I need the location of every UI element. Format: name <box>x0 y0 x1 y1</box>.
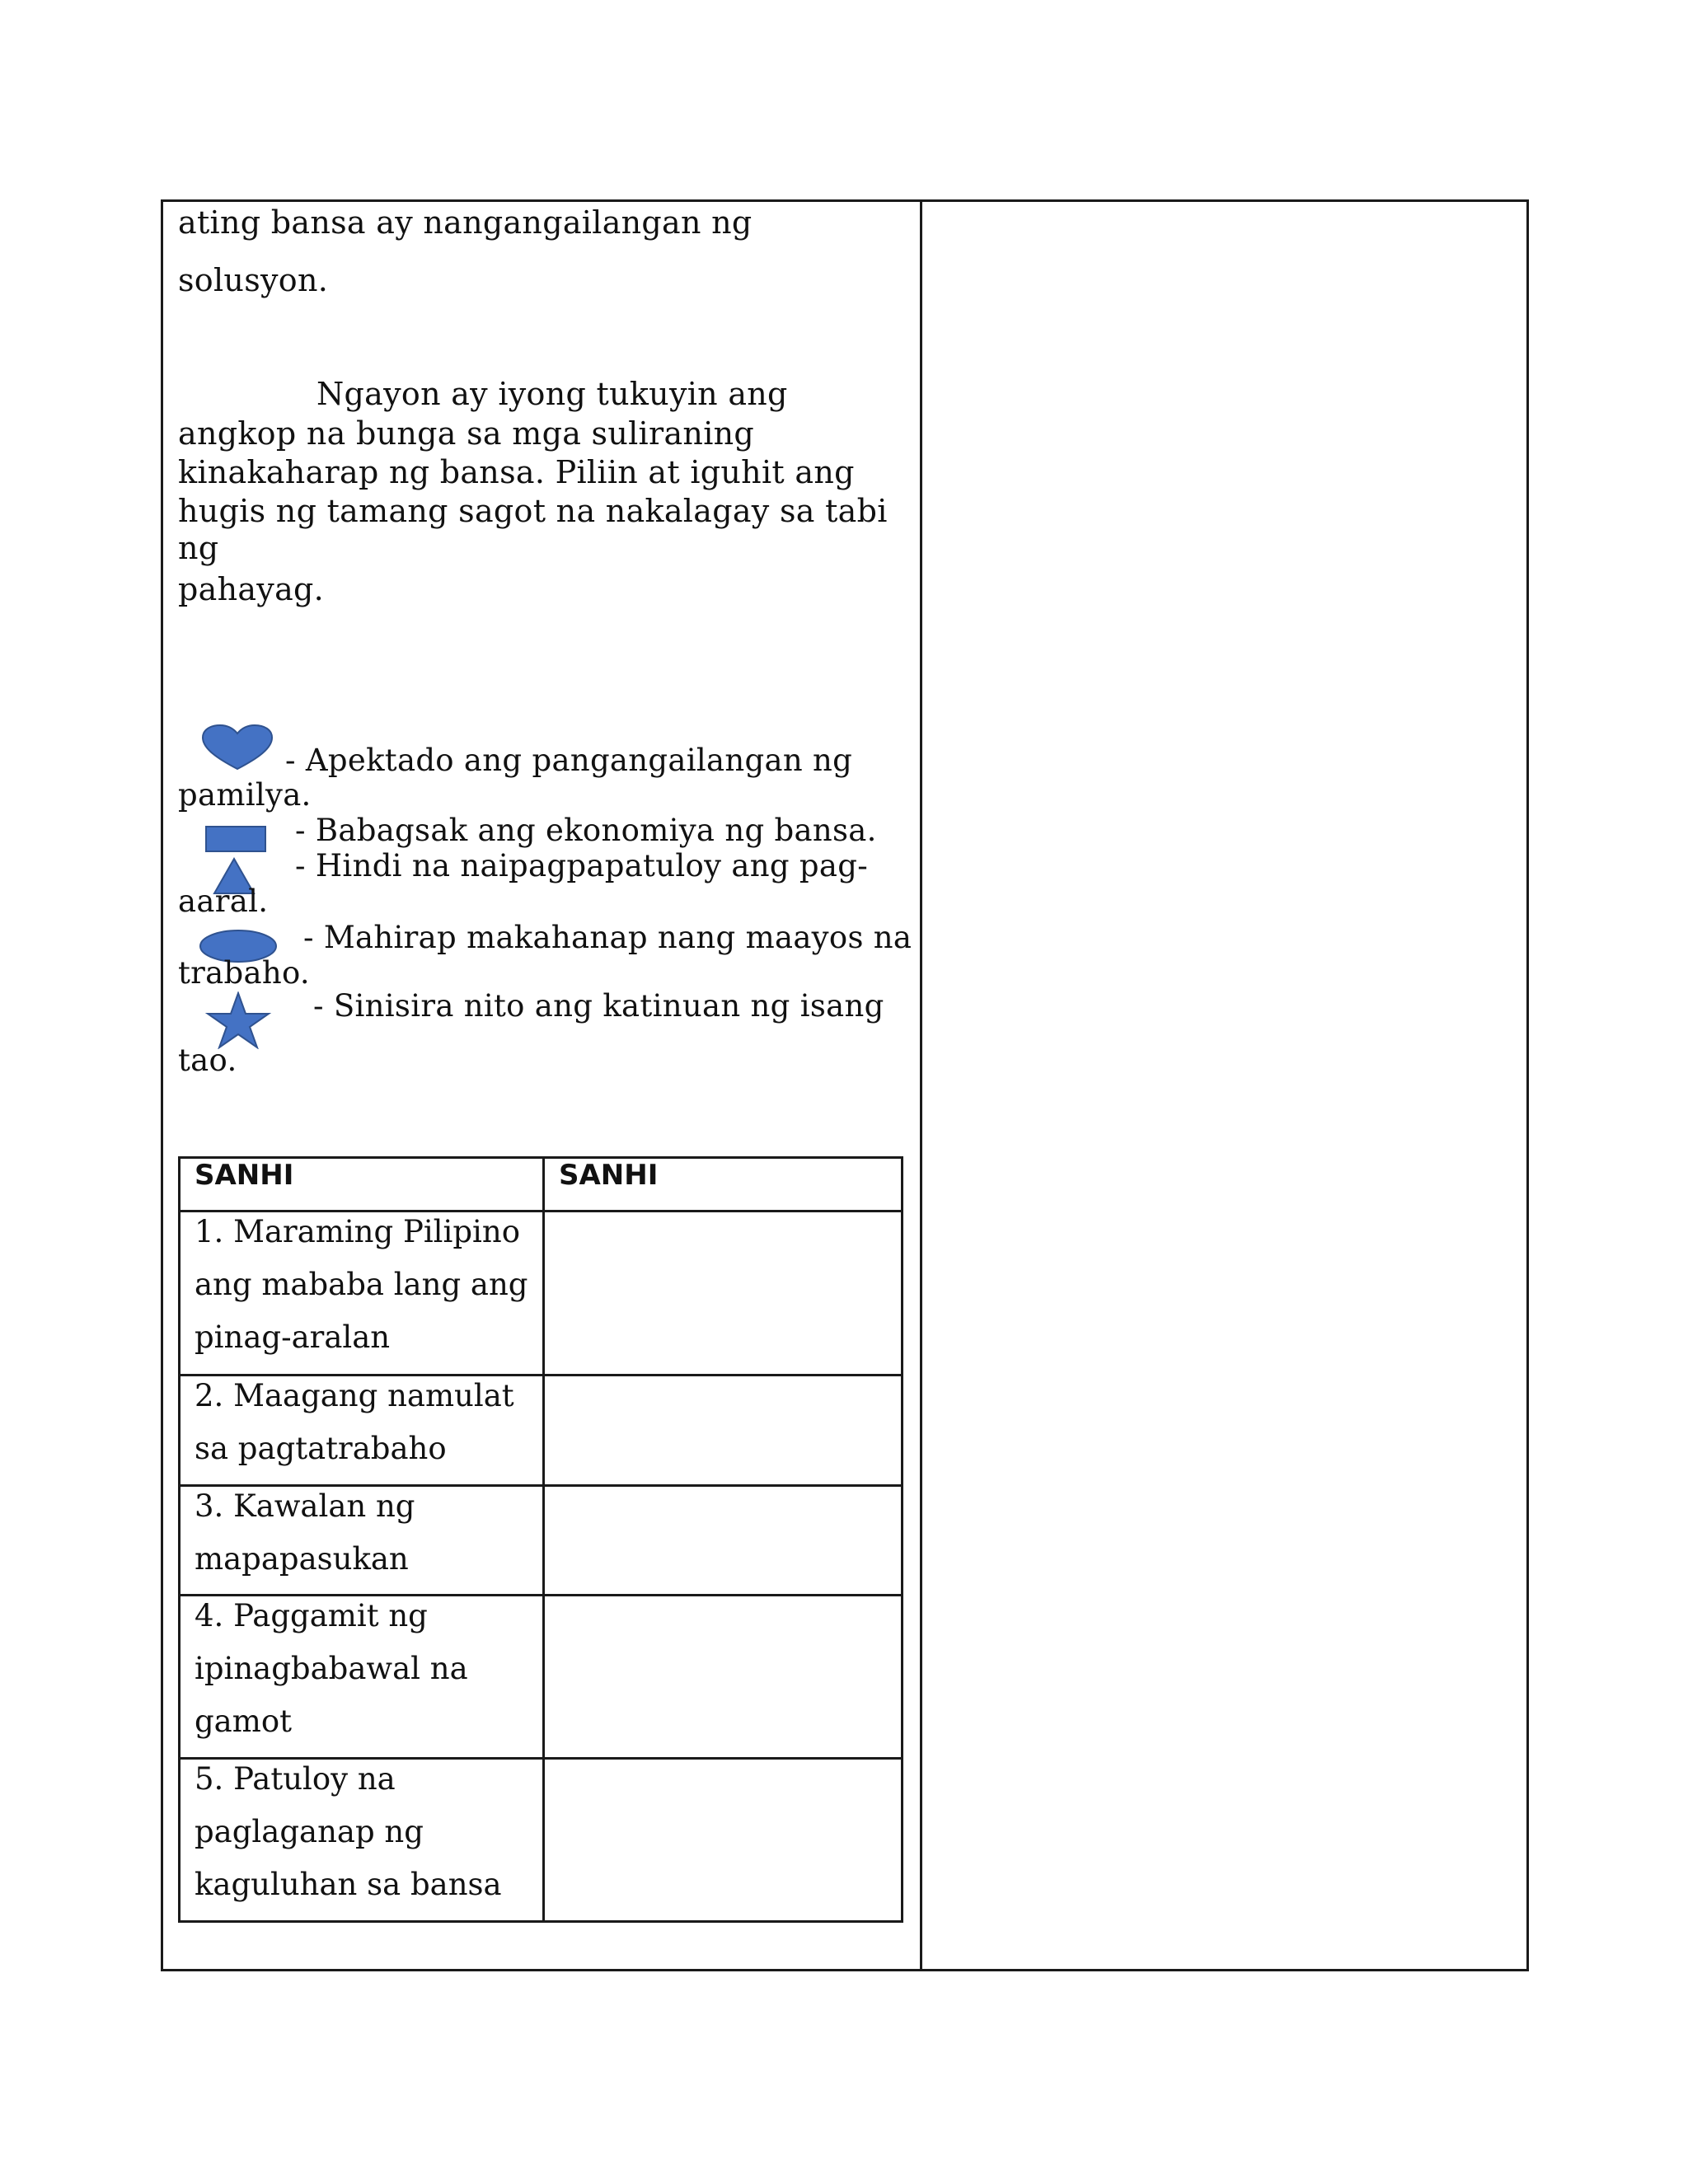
cause-text: 5. Patuloy na paglaganap ng kaguluhan sa bansa <box>195 1761 502 1902</box>
answer-cell[interactable] <box>544 1759 903 1922</box>
table-row <box>180 1486 903 1596</box>
answer-cell[interactable] <box>544 1212 903 1376</box>
answer-cell[interactable] <box>544 1596 903 1759</box>
answer-column-header: SANHI <box>544 1158 903 1212</box>
table-row <box>180 1212 903 1376</box>
legend-rectangle-text: - Babagsak ang ekonomiya ng bansa. <box>295 813 877 848</box>
instruction-line-2: angkop na bunga sa mga suliraning <box>178 415 755 452</box>
table-row <box>180 1596 903 1759</box>
legend-oval-text: - Mahirap makahanap nang maayos na <box>303 920 912 955</box>
cause-text: 3. Kawalan ng mapapasukan <box>195 1488 415 1577</box>
answer-cell[interactable] <box>544 1376 903 1486</box>
legend-heart-text: - Apektado ang pangangailangan ng <box>285 743 853 778</box>
cause-text: 2. Maagang namulat sa pagtatrabaho <box>195 1378 514 1466</box>
rectangle-icon <box>204 825 267 853</box>
instruction-line-1: Ngayon ay iyong tukuyin ang <box>316 376 788 412</box>
cause-table <box>178 1156 903 1923</box>
answer-cell[interactable] <box>544 1486 903 1596</box>
intro-line-2: solusyon. <box>178 262 329 298</box>
legend-triangle-text-cont: aaral. <box>178 883 269 919</box>
cause-cell <box>180 1596 544 1759</box>
instruction-line-3: kinakaharap ng bansa. Piliin at iguhit ang <box>178 454 855 490</box>
instruction-line-5: ng <box>178 530 219 566</box>
table-row <box>180 1759 903 1922</box>
instruction-line-6: pahayag. <box>178 571 325 607</box>
cause-cell <box>180 1759 544 1922</box>
legend-oval-text-cont: trabaho. <box>178 955 310 991</box>
legend-triangle-text: - Hindi na naipagpapatuloy ang pag- <box>295 848 868 883</box>
cause-cell <box>180 1486 544 1596</box>
intro-line-1: ating bansa ay nangangailangan ng <box>178 204 753 241</box>
right-column-cell <box>922 202 1526 1969</box>
worksheet-table <box>161 199 1529 1971</box>
legend-star-text-cont: tao. <box>178 1043 237 1078</box>
table-row <box>180 1376 903 1486</box>
star-icon <box>204 991 272 1049</box>
cause-text: 1. Maraming Pilipino ang mababa lang ang pinag-aralan <box>195 1214 528 1355</box>
cause-cell <box>180 1376 544 1486</box>
legend-heart-text-cont: pamilya. <box>178 777 312 813</box>
legend-star-text: - Sinisira nito ang katinuan ng isang <box>313 988 884 1024</box>
instruction-line-4: hugis ng tamang sagot na nakalagay sa tabi <box>178 493 888 529</box>
heart-icon <box>200 724 274 771</box>
left-column-cell <box>163 202 920 1969</box>
cause-table-header-row <box>180 1158 903 1212</box>
cause-text: 4. Paggamit ng ipinagbabawal na gamot <box>195 1598 468 1739</box>
cause-cell <box>180 1212 544 1376</box>
cause-column-header: SANHI <box>180 1158 544 1212</box>
